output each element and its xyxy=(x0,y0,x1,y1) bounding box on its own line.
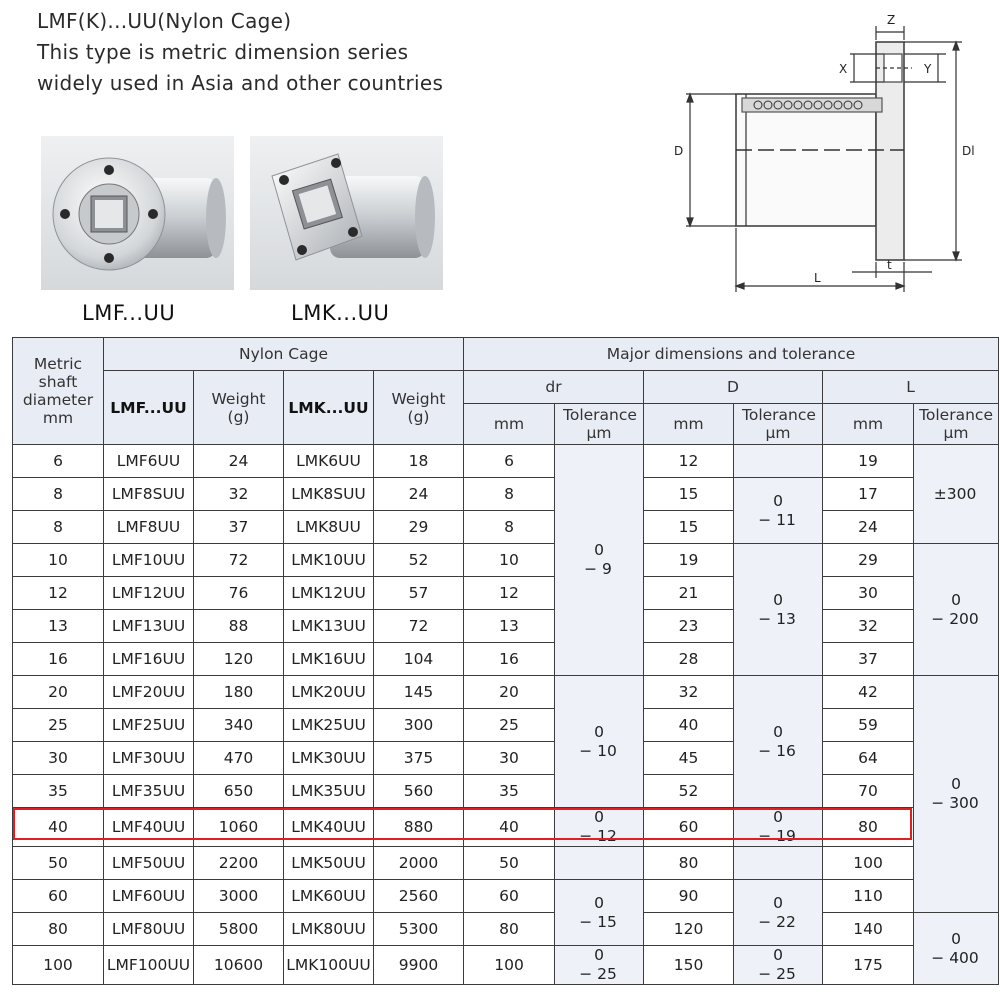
cell-dr-mm: 20 xyxy=(464,676,555,709)
cell-lmk-model: LMK20UU xyxy=(284,676,374,709)
cell-shaft-diameter: 12 xyxy=(13,577,104,610)
cell-lmk-weight: 2560 xyxy=(374,880,464,913)
cell-d-mm: 19 xyxy=(644,544,734,577)
intro-text xyxy=(37,6,443,99)
cell-l-mm: 80 xyxy=(823,808,914,847)
cell-shaft-diameter: 100 xyxy=(13,946,104,985)
header-dr-mm: mm xyxy=(464,404,555,445)
cell-lmk-model: LMK13UU xyxy=(284,610,374,643)
round-flange-bearing-image xyxy=(41,136,234,290)
cell-lmf-weight: 32 xyxy=(194,478,284,511)
cell-shaft-diameter: 8 xyxy=(13,478,104,511)
cell-shaft-diameter: 40 xyxy=(13,808,104,847)
header-lmf: LMF...UU xyxy=(104,371,194,445)
cell-lmk-weight: 560 xyxy=(374,775,464,808)
header-weight-lmk: Weight (g) xyxy=(374,371,464,445)
cell-dr-mm: 100 xyxy=(464,946,555,985)
cell-d-tolerance xyxy=(734,544,823,676)
header-nylon-cage: Nylon Cage xyxy=(104,338,464,371)
table-row xyxy=(13,880,999,913)
cell-d-mm: 15 xyxy=(644,511,734,544)
cell-lmk-model: LMK6UU xyxy=(284,445,374,478)
cell-dr-mm: 40 xyxy=(464,808,555,847)
cell-l-mm: 64 xyxy=(823,742,914,775)
cell-lmf-weight: 3000 xyxy=(194,880,284,913)
square-flange-bearing-image xyxy=(250,136,443,290)
cell-l-mm: 70 xyxy=(823,775,914,808)
cell-l-mm: 59 xyxy=(823,709,914,742)
cell-l-mm: 29 xyxy=(823,544,914,577)
cell-lmk-model: LMK30UU xyxy=(284,742,374,775)
cell-dr-tolerance xyxy=(555,808,644,847)
cell-shaft-diameter: 10 xyxy=(13,544,104,577)
header-l: L xyxy=(823,371,999,404)
cell-lmf-weight: 76 xyxy=(194,577,284,610)
lmf-bearing-photo xyxy=(41,136,234,290)
tolerance-lower: − 9 xyxy=(584,560,612,578)
cell-d-mm: 90 xyxy=(644,880,734,913)
lmf-caption: LMF...UU xyxy=(82,301,176,325)
cell-dr-tolerance xyxy=(555,847,644,880)
tolerance-upper: 0 xyxy=(594,541,604,559)
cell-d-tolerance xyxy=(734,880,823,946)
cell-lmk-weight: 52 xyxy=(374,544,464,577)
table-row xyxy=(13,445,999,478)
cell-lmk-model: LMK60UU xyxy=(284,880,374,913)
header-weight-lmf: Weight (g) xyxy=(194,371,284,445)
cell-d-mm: 120 xyxy=(644,913,734,946)
cell-shaft-diameter: 80 xyxy=(13,913,104,946)
cell-l-mm: 175 xyxy=(823,946,914,985)
header-d-mm: mm xyxy=(644,404,734,445)
cell-lmk-model: LMK100UU xyxy=(284,946,374,985)
cell-lmk-weight: 18 xyxy=(374,445,464,478)
cell-lmk-model: LMK16UU xyxy=(284,643,374,676)
cell-d-tolerance xyxy=(734,847,823,880)
cell-lmf-model: LMF35UU xyxy=(104,775,194,808)
cell-dr-mm: 12 xyxy=(464,577,555,610)
cell-lmf-model: LMF20UU xyxy=(104,676,194,709)
tolerance-lower: − 11 xyxy=(758,510,796,529)
tolerance-lower: ±300 xyxy=(933,484,977,503)
cell-lmk-weight: 5300 xyxy=(374,913,464,946)
tolerance-lower: − 15 xyxy=(579,912,617,931)
table-row xyxy=(13,610,999,643)
cell-lmk-weight: 880 xyxy=(374,808,464,847)
cell-l-mm: 42 xyxy=(823,676,914,709)
cell-lmf-model: LMF25UU xyxy=(104,709,194,742)
table-row xyxy=(13,478,999,511)
cell-lmf-model: LMF12UU xyxy=(104,577,194,610)
cell-lmk-weight: 145 xyxy=(374,676,464,709)
tolerance-lower: − 300 xyxy=(931,794,979,812)
cell-d-mm: 32 xyxy=(644,676,734,709)
cell-lmf-weight: 88 xyxy=(194,610,284,643)
header-l-mm: mm xyxy=(823,404,914,445)
cell-l-tolerance xyxy=(914,913,999,985)
lmk-caption: LMK...UU xyxy=(291,301,390,325)
cell-lmf-model: LMF6UU xyxy=(104,445,194,478)
table-row xyxy=(13,775,999,808)
header-l-tolerance: Tolerance μm xyxy=(914,404,999,445)
table-row xyxy=(13,709,999,742)
cell-lmf-model: LMF8SUU xyxy=(104,478,194,511)
header-d: D xyxy=(644,371,823,404)
cell-dr-tolerance xyxy=(555,445,644,676)
header-major-dimensions: Major dimensions and tolerance xyxy=(464,338,999,371)
tolerance-lower: − 10 xyxy=(579,741,617,760)
cell-lmf-model: LMF10UU xyxy=(104,544,194,577)
cell-l-mm: 17 xyxy=(823,478,914,511)
cell-lmf-weight: 340 xyxy=(194,709,284,742)
cell-lmk-weight: 29 xyxy=(374,511,464,544)
cell-d-tolerance xyxy=(734,946,823,985)
cell-lmf-weight: 10600 xyxy=(194,946,284,985)
table-row xyxy=(13,913,999,946)
cell-lmk-model: LMK8UU xyxy=(284,511,374,544)
cell-lmk-model: LMK8SUU xyxy=(284,478,374,511)
tolerance-upper: 0 xyxy=(773,722,783,741)
cell-lmf-model: LMF13UU xyxy=(104,610,194,643)
tolerance-lower: − 200 xyxy=(931,609,979,628)
cell-d-tolerance xyxy=(734,478,823,544)
cell-d-mm: 52 xyxy=(644,775,734,808)
cell-d-mm: 60 xyxy=(644,808,734,847)
cell-d-mm: 150 xyxy=(644,946,734,985)
header-dr-tolerance: Tolerance μm xyxy=(555,404,644,445)
cell-dr-mm: 60 xyxy=(464,880,555,913)
cell-d-tolerance xyxy=(734,676,823,808)
cell-lmk-weight: 375 xyxy=(374,742,464,775)
cell-d-mm: 28 xyxy=(644,643,734,676)
table-row xyxy=(13,946,999,985)
cell-lmk-model: LMK25UU xyxy=(284,709,374,742)
tolerance-upper: 0 xyxy=(773,893,783,912)
tolerance-upper: 0 xyxy=(594,722,604,741)
cell-l-mm: 19 xyxy=(823,445,914,478)
header-dr: dr xyxy=(464,371,644,404)
cell-l-mm: 30 xyxy=(823,577,914,610)
cell-d-mm: 23 xyxy=(644,610,734,643)
cell-lmk-model: LMK12UU xyxy=(284,577,374,610)
cell-lmf-weight: 180 xyxy=(194,676,284,709)
cell-shaft-diameter: 20 xyxy=(13,676,104,709)
cell-lmf-weight: 470 xyxy=(194,742,284,775)
cell-lmk-weight: 300 xyxy=(374,709,464,742)
cell-lmk-model: LMK50UU xyxy=(284,847,374,880)
cell-dr-mm: 80 xyxy=(464,913,555,946)
tolerance-lower: − 13 xyxy=(758,609,796,628)
cell-shaft-diameter: 30 xyxy=(13,742,104,775)
cell-dr-mm: 8 xyxy=(464,511,555,544)
tolerance-lower: − 12 xyxy=(579,827,617,845)
dim-dl-label: Dl xyxy=(962,144,975,158)
cell-d-mm: 80 xyxy=(644,847,734,880)
cell-l-mm: 37 xyxy=(823,643,914,676)
cell-l-tolerance xyxy=(914,445,999,544)
cell-lmf-weight: 1060 xyxy=(194,808,284,847)
lmk-bearing-photo xyxy=(250,136,443,290)
table-row xyxy=(13,643,999,676)
cell-dr-mm: 8 xyxy=(464,478,555,511)
table-row xyxy=(13,577,999,610)
tolerance-upper: 0 xyxy=(594,946,604,964)
table-row xyxy=(13,676,999,709)
cell-d-tolerance xyxy=(734,808,823,847)
intro-line-3: widely used in Asia and other countries xyxy=(37,71,444,95)
cell-lmk-weight: 104 xyxy=(374,643,464,676)
header-metric-shaft: Metric shaft diameter mm xyxy=(13,338,104,445)
cell-lmk-weight: 72 xyxy=(374,610,464,643)
cell-d-mm: 40 xyxy=(644,709,734,742)
cell-lmk-model: LMK40UU xyxy=(284,808,374,847)
cell-lmf-model: LMF30UU xyxy=(104,742,194,775)
cell-lmk-model: LMK10UU xyxy=(284,544,374,577)
cell-lmf-model: LMF100UU xyxy=(104,946,194,985)
cell-l-tolerance xyxy=(914,676,999,913)
cell-shaft-diameter: 35 xyxy=(13,775,104,808)
dim-t-label: t xyxy=(887,258,892,272)
tolerance-lower: − 400 xyxy=(931,948,979,967)
cell-shaft-diameter: 8 xyxy=(13,511,104,544)
cell-d-mm: 12 xyxy=(644,445,734,478)
tolerance-upper: 0 xyxy=(951,775,961,793)
cell-dr-tolerance xyxy=(555,946,644,985)
tolerance-lower: − 16 xyxy=(758,741,796,760)
tolerance-upper: 0 xyxy=(594,808,604,826)
header-d-tolerance: Tolerance μm xyxy=(734,404,823,445)
table-row xyxy=(13,544,999,577)
cell-lmf-model: LMF40UU xyxy=(104,808,194,847)
cell-lmf-weight: 650 xyxy=(194,775,284,808)
cell-lmf-weight: 72 xyxy=(194,544,284,577)
cell-d-mm: 15 xyxy=(644,478,734,511)
tolerance-upper: 0 xyxy=(773,946,783,964)
cell-lmf-model: LMF16UU xyxy=(104,643,194,676)
cell-dr-mm: 6 xyxy=(464,445,555,478)
cell-dr-mm: 35 xyxy=(464,775,555,808)
cell-dr-tolerance xyxy=(555,880,644,946)
cell-shaft-diameter: 50 xyxy=(13,847,104,880)
cell-lmk-weight: 24 xyxy=(374,478,464,511)
cell-shaft-diameter: 6 xyxy=(13,445,104,478)
header-lmk: LMK...UU xyxy=(284,371,374,445)
cell-dr-mm: 10 xyxy=(464,544,555,577)
technical-drawing xyxy=(662,10,992,296)
dim-z-label: Z xyxy=(887,13,896,27)
intro-title: LMF(K)...UU(Nylon Cage) xyxy=(37,9,292,33)
cell-l-tolerance xyxy=(914,544,999,676)
tolerance-lower: − 22 xyxy=(758,912,796,931)
tolerance-lower: − 25 xyxy=(579,965,617,983)
cell-l-mm: 100 xyxy=(823,847,914,880)
cell-lmf-weight: 37 xyxy=(194,511,284,544)
cell-d-mm: 21 xyxy=(644,577,734,610)
cell-d-tolerance xyxy=(734,445,823,478)
cell-l-mm: 140 xyxy=(823,913,914,946)
cell-lmf-model: LMF8UU xyxy=(104,511,194,544)
tolerance-upper: 0 xyxy=(951,929,961,948)
tolerance-lower: − 19 xyxy=(758,827,796,845)
tolerance-upper: 0 xyxy=(951,590,961,609)
cell-lmf-model: LMF50UU xyxy=(104,847,194,880)
dim-d-label: D xyxy=(674,144,684,158)
table-row xyxy=(13,511,999,544)
table-row xyxy=(13,808,999,847)
cell-shaft-diameter: 16 xyxy=(13,643,104,676)
tolerance-upper: 0 xyxy=(594,893,604,912)
cell-lmf-weight: 2200 xyxy=(194,847,284,880)
dim-x-label: X xyxy=(839,62,848,76)
tolerance-upper: 0 xyxy=(773,808,783,826)
cell-dr-mm: 30 xyxy=(464,742,555,775)
cell-lmf-weight: 120 xyxy=(194,643,284,676)
tolerance-lower: − 25 xyxy=(758,965,796,983)
cell-shaft-diameter: 60 xyxy=(13,880,104,913)
cell-shaft-diameter: 13 xyxy=(13,610,104,643)
cell-lmk-weight: 9900 xyxy=(374,946,464,985)
dim-y-label: Y xyxy=(924,62,932,76)
cell-lmk-weight: 57 xyxy=(374,577,464,610)
cell-lmk-weight: 2000 xyxy=(374,847,464,880)
cell-lmf-model: LMF60UU xyxy=(104,880,194,913)
cell-l-mm: 32 xyxy=(823,610,914,643)
cell-lmk-model: LMK35UU xyxy=(284,775,374,808)
spec-table-body xyxy=(13,445,999,985)
cell-shaft-diameter: 25 xyxy=(13,709,104,742)
cell-dr-tolerance xyxy=(555,676,644,808)
cell-d-mm: 45 xyxy=(644,742,734,775)
spec-table xyxy=(12,337,999,985)
cell-dr-mm: 16 xyxy=(464,643,555,676)
intro-line-2: This type is metric dimension series xyxy=(37,40,409,64)
cell-dr-mm: 13 xyxy=(464,610,555,643)
tolerance-upper: 0 xyxy=(773,590,783,609)
table-row xyxy=(13,742,999,775)
cell-lmf-weight: 5800 xyxy=(194,913,284,946)
dim-l-label: L xyxy=(814,271,821,285)
table-row xyxy=(13,847,999,880)
cell-dr-mm: 25 xyxy=(464,709,555,742)
cell-l-mm: 24 xyxy=(823,511,914,544)
tolerance-upper: 0 xyxy=(773,491,783,510)
cell-dr-mm: 50 xyxy=(464,847,555,880)
cell-lmk-model: LMK80UU xyxy=(284,913,374,946)
cell-lmf-weight: 24 xyxy=(194,445,284,478)
cell-l-mm: 110 xyxy=(823,880,914,913)
cell-lmf-model: LMF80UU xyxy=(104,913,194,946)
